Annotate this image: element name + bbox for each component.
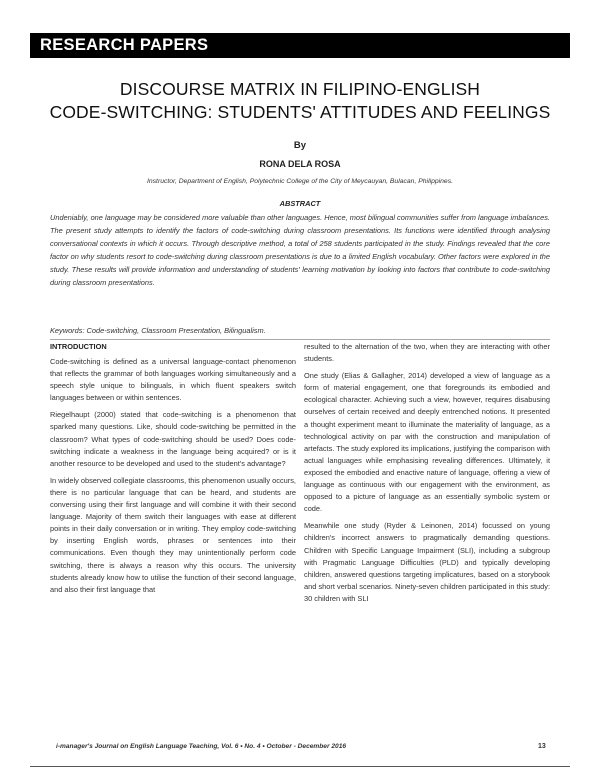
- paragraph: Code-switching is defined as a universal language-contact phenomenon that reflects the grammar of both languages working simultaneously and a speech style unique to bilinguals, in which fluent speakers switch languages between or within sentences.: [50, 357, 296, 403]
- paragraph: Riegelhaupt (2000) stated that code-switching is a phenomenon that sparked many questions. Like, should code-switching be permitted in the classroom? What types of code-switching should be used? Does code-switching indicate a weakness in the language being acquired? or is it another resource to be developed and used to the student's advantage?: [50, 410, 296, 468]
- byline: By: [293, 140, 307, 151]
- right-column: [304, 341, 550, 610]
- abstract-divider: [50, 339, 550, 340]
- footer-divider: [30, 766, 570, 767]
- section-label: RESEARCH PAPERS: [40, 36, 209, 54]
- page-number: 13: [538, 743, 546, 750]
- keywords: Keywords: Code-switching, Classroom Presentation, Bilingualism.: [50, 326, 266, 335]
- paragraph: In widely observed collegiate classrooms, this phenomenon usually occurs, there is no particular language that can be heard, and students are conversing using their first language and will combine it with their second language. Majority of them switch their languages with ease at different points in their daily conversation or in writing. They employ code-switching by inserting English words, phrases or sentences into their communications. Even though they may unintentionally perform code switching, there is always a reason why this occurs. The university students already know how to utilise the function of their second language, and also their first language that: [50, 475, 296, 594]
- title-line-2: CODE-SWITCHING: STUDENTS' ATTITUDES AND FEELINGS: [49, 102, 551, 122]
- paragraph: resulted to the alternation of the two, when they are interacting with other students.: [304, 342, 550, 364]
- author-affiliation: Instructor, Department of English, Polytechnic College of the City of Meycauyan, Bulacan, Philippines.: [146, 178, 454, 185]
- paragraph: Meanwhile one study (Ryder & Leinonen, 2014) focussed on young children's incorrect answers to pragmatically demanding questions. Children with Specific Language Impairment (SLI), including a subgroup with Pragmatic Language Difficulties (PLD) and typically developing children, answered questions targeting implicatures, based on a storybook and short verbal scenarios. Ninety-seven children participated in this study: 30 children with SLI: [304, 521, 550, 603]
- author-name: RONA DELA ROSA: [259, 159, 341, 169]
- section-banner: [30, 33, 570, 58]
- paper-title: [40, 78, 560, 124]
- title-line-1: DISCOURSE MATRIX IN FILIPINO-ENGLISH: [119, 79, 481, 99]
- introduction-heading: INTRODUCTION: [50, 342, 107, 351]
- left-column: [50, 341, 296, 601]
- footer-journal-citation: i-manager's Journal on English Language Teaching, Vol. 6 • No. 4 • October - December 2016: [56, 743, 347, 750]
- abstract-text: Undeniably, one language may be considered more valuable than other languages. Hence, most bilingual communities suffer from language imbalances. The present study attempts to identify the factors of code-switching during classroom presentations. Its functions were identified through analysing conversational contexts in which it occurs. Through descriptive method, a total of 258 students participated in the study. Findings revealed that the core factor on why students resort to code-switching during classroom presentations is due to a limited English vocabulary. Other factors were explored in the study. These results will provide information and understanding of students' learning motivation by looking into factors that contribute to code-switching during classroom presentations.: [50, 213, 550, 288]
- paragraph: One study (Elias & Gallagher, 2014) developed a view of language as a form of material engagement, one that foregrounds its embodied and ecological character. Achieving such a view, however, requires disabusing ourselves of certain received and deeply entrenched notions. It presented a thought experiment meant to illuminate the materiality of language, as a technological activity on par with the construction and manipulation of artefacts. The study explored its implications, justifying the comparison with actual languages while emphasising revealing differences. Ultimately, it exposed the embodied and enactive nature of language, offering a view of language as continuous with our engagement with the environment, as opposed to a picture of language as an essentially symbolic system or code.: [304, 371, 550, 514]
- abstract-heading: ABSTRACT: [279, 199, 321, 208]
